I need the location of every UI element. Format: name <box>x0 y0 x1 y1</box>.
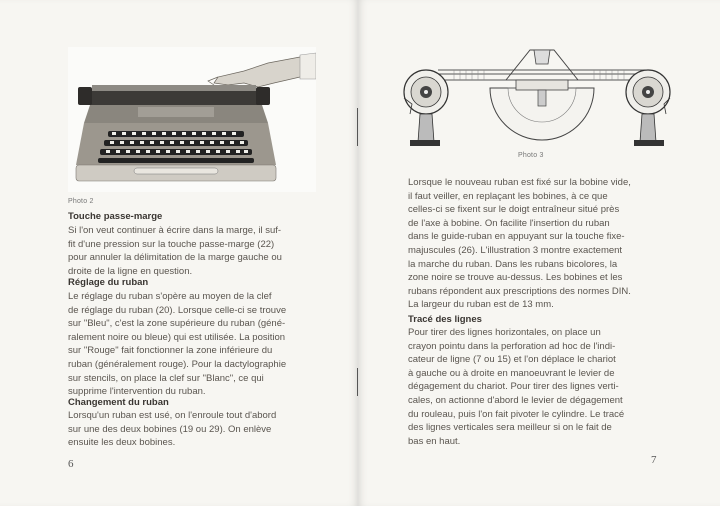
body-line: rubans répondent aux prescriptions des normes DIN. <box>408 285 631 297</box>
section-heading-trace: Tracé des lignes <box>408 314 482 325</box>
body-line: majuscules (26). L'illustration 3 montre exactement <box>408 244 623 256</box>
body-line: pour annuler la délimitation de la marge gauche ou <box>68 252 282 264</box>
body-line: Lorsque le nouveau ruban est fixé sur la bobine vide, <box>408 177 631 188</box>
photo-caption: Photo 2 <box>68 198 94 205</box>
body-line: sur une des deux bobines (19 ou 29). On enlève <box>68 423 272 435</box>
body-line: sur "Bleu", c'est la zone supérieure du ruban (géné- <box>68 318 286 330</box>
section-body-trace <box>408 326 624 448</box>
body-line: sur stencils, on place la clef sur "Blanc", ce qui <box>68 372 264 384</box>
ribbon-paragraph <box>408 176 631 312</box>
body-line: zone noire se trouve au-dessus. Les bobines et les <box>408 272 623 284</box>
body-line: dans le guide-ruban en appuyant sur la touche fixe- <box>408 231 625 243</box>
body-line: la marche du ruban. Dans les rubans bicolores, la <box>408 258 618 270</box>
body-line: sur "Rouge" fait fonctionner la zone inférieure du <box>68 345 273 357</box>
body-line: ensuite les deux bobines. <box>68 437 176 449</box>
body-line: fit d'une pression sur la touche passe-marge (22) <box>68 238 275 250</box>
body-line: ruban (généralement rouge). Pour la dactylographie <box>68 358 287 370</box>
body-line: cateur de ligne (7 ou 15) et l'on déplace le chariot <box>408 354 616 366</box>
body-line: Lorsqu'un ruban est usé, on l'enroule tout d'abord <box>68 410 277 421</box>
left-page <box>0 0 358 506</box>
body-line: Si l'on veut continuer à écrire dans la marge, il suf- <box>68 225 282 236</box>
section-heading-changement: Changement du ruban <box>68 397 169 408</box>
right-page <box>358 0 720 506</box>
body-line: du rouleau, puis l'on fait pivoter le cylindre. Le tracé <box>408 408 625 420</box>
body-line: droite de la ligne en question. <box>68 265 193 277</box>
section-body-changement <box>68 409 276 450</box>
ribbon-path-diagram <box>398 44 678 152</box>
photo-caption: Photo 3 <box>518 152 544 159</box>
body-line: bas en haut. <box>408 435 461 447</box>
page-number: 7 <box>651 454 657 466</box>
body-line: il faut veiller, en replaçant les bobines, à ce que <box>408 190 608 202</box>
body-line: ralement noire ou bleue) qui est utilisée. La position <box>68 331 286 343</box>
section-heading-passe-marge: Touche passe-marge <box>68 211 163 222</box>
body-line: à gauche ou à droite en manoeuvrant le levier de <box>408 367 615 379</box>
body-line: Pour tirer des lignes horizontales, on place un <box>408 327 601 338</box>
body-line: La largeur du ruban est de 13 mm. <box>408 299 554 311</box>
section-body-reglage <box>68 290 286 399</box>
section-body-passe-marge <box>68 224 282 278</box>
body-line: celles-ci se fixent sur le doigt entraîneur situé près <box>408 204 620 216</box>
typewriter-illustration <box>68 47 316 192</box>
body-line: Le réglage du ruban s'opère au moyen de la clef <box>68 291 272 302</box>
typewriter-photo <box>68 47 316 192</box>
body-line: cales, on actionne d'abord le levier de dégagement <box>408 394 623 406</box>
body-line: supprime l'intervention du ruban. <box>68 386 206 398</box>
body-line: dégagement du chariot. Pour tirer des lignes verti- <box>408 381 619 393</box>
body-line: de l'axe à bobine. On facilite l'insertion du ruban <box>408 217 610 229</box>
body-line: de réglage du ruban (20). Lorsque celle-ci se trouve <box>68 304 287 316</box>
page-number: 6 <box>68 458 74 470</box>
body-line: des lignes verticales sera meilleur si on le fait de <box>408 422 612 434</box>
section-heading-reglage: Réglage du ruban <box>68 277 149 288</box>
body-line: crayon pointu dans la perforation ad hoc de l'indi- <box>408 340 616 352</box>
